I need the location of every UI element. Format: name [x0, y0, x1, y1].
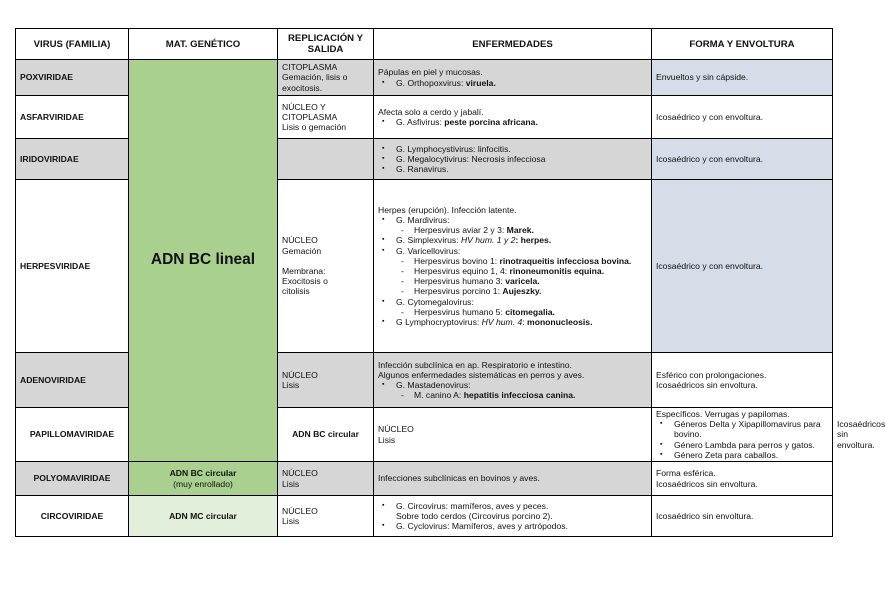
- disease-text: Herpes (erupción). Infección latente.: [378, 204, 517, 215]
- list-item: ▪ G. Orthopoxvirus: viruela.: [378, 78, 647, 88]
- list-item: ▪ G. Mastadenovirus:: [378, 380, 647, 390]
- rep-line: Lisis: [282, 516, 300, 527]
- rep-line: Membrana:: [282, 266, 326, 276]
- material-circular-wound: [129, 462, 278, 496]
- disease-text: Algunos enfermedades sistemáticas en perros y aves.: [378, 369, 585, 380]
- material-label: ADN BC circular: [169, 468, 237, 479]
- rep-line: citolisis: [282, 286, 310, 297]
- rep-line: [282, 256, 369, 266]
- material-note: (muy enrollado): [173, 478, 233, 489]
- list-item: ▪ G. Mardivirus:: [378, 215, 647, 225]
- row-poxviridae: [16, 60, 833, 96]
- rep-line: Lisis: [282, 478, 300, 489]
- row-polyomaviridae: [16, 462, 833, 496]
- shape-line: Icosaédricos sin envoltura.: [656, 478, 758, 489]
- family-adenoviridae: ADENOVIRIDAE: [16, 353, 129, 408]
- replication-papillomaviridae: [374, 408, 652, 462]
- shape-adenoviridae: [652, 353, 833, 408]
- shape-herpesviridae: Icosaédrico y con envoltura.: [652, 180, 833, 353]
- shape-iridoviridae: Icosaédrico y con envoltura.: [652, 139, 833, 180]
- disease-list: [378, 501, 647, 532]
- disease-list: [656, 419, 828, 460]
- shape-poxviridae: Envueltos y sin cápside.: [652, 60, 833, 96]
- disease-text: Específicos. Verrugas y papilomas.: [656, 409, 790, 419]
- row-papillomaviridae: PAPILLOMAVIRIDAE ADN BC circular NÚCLEO Lisis Específicos. Verrugas y papilomas. ▪ Géneros Delta y Xipapillomavirus para bovino. ▪ Género Lambda para perros y gatos. ▪ Género Zeta para caballos. Icosaédricos sin envoltura.: [16, 408, 833, 462]
- shape-line: Esférico con prolongaciones.: [656, 369, 767, 380]
- family-iridoviridae: IRIDOVIRIDAE: [16, 139, 129, 180]
- list-item: - M. canino A: hepatitis infecciosa canina.: [378, 390, 647, 400]
- disease-text: Afecta solo a cerdo y jabalí.: [378, 106, 484, 117]
- rep-line: NÚCLEO: [282, 235, 318, 246]
- diseases-papillomaviridae: [652, 408, 833, 462]
- replication-asfarviridae: [278, 96, 374, 139]
- replication-iridoviridae: [278, 139, 374, 180]
- virus-table: [15, 28, 885, 537]
- disease-text: Infección subclínica en ap. Respiratorio e intestino.: [378, 359, 572, 370]
- material-mc-circular: ADN MC circular: [129, 496, 278, 537]
- diseases-circoviridae: [374, 496, 652, 537]
- shape-asfarviridae: Icosaédrico y con envoltura.: [652, 96, 833, 139]
- list-item: ▪ G. Cyclovirus: Mamíferos, aves y artrópodos.: [378, 521, 647, 531]
- diseases-poxviridae: [374, 60, 652, 96]
- rep-line: Lisis: [378, 434, 396, 445]
- disease-list: [378, 380, 647, 400]
- rep-line: Lisis o gemación: [282, 122, 347, 133]
- rep-line: Gemación, lisis o exocitosis.: [282, 72, 348, 93]
- shape-line: Forma esférica.: [656, 468, 716, 479]
- replication-polyomaviridae: [278, 462, 374, 496]
- list-item: ▪ Género Lambda para perros y gatos.: [656, 440, 828, 450]
- shape-circoviridae: Icosaédrico sin envoltura.: [652, 496, 833, 537]
- rep-line: NÚCLEO: [282, 369, 318, 380]
- diseases-asfarviridae: [374, 96, 652, 139]
- rep-line: NÚCLEO: [282, 505, 318, 516]
- list-item: ▪ G. Cytomegalovirus:: [378, 297, 647, 307]
- rep-line: Gemación: [282, 245, 322, 256]
- list-item: ▪ Género Zeta para caballos.: [656, 450, 828, 460]
- list-item: ▪ G. Asfivirus: peste porcina africana.: [378, 117, 647, 127]
- list-item: - Herpesvirus porcino 1: Aujeszky.: [378, 286, 647, 296]
- material-lineal: ADN BC lineal: [129, 60, 278, 462]
- list-item: Sobre todo cerdos (Circovirus porcino 2).: [396, 510, 553, 521]
- list-item: ▪ Géneros Delta y Xipapillomavirus para bovino.: [656, 419, 828, 439]
- replication-herpesviridae: [278, 180, 374, 353]
- disease-text: Pápulas en piel y mucosas.: [378, 67, 483, 78]
- rep-line: Exocitosis o: [282, 276, 328, 287]
- diseases-iridoviridae: [374, 139, 652, 180]
- diseases-adenoviridae: [374, 353, 652, 408]
- list-item: - Herpesvirus humano 3: varicela.: [378, 276, 647, 286]
- family-polyomaviridae: POLYOMAVIRIDAE: [16, 462, 129, 496]
- header-diseases: ENFERMEDADES: [374, 29, 652, 60]
- list-item: ▪ G. Varicellovirus:: [378, 246, 647, 256]
- rep-line: NÚCLEO: [282, 468, 318, 479]
- header-replication: REPLICACIÓN Y SALIDA: [278, 29, 374, 60]
- material-circular: ADN BC circular: [278, 408, 374, 462]
- rep-line: Lisis: [282, 380, 300, 390]
- list-item: - Herpesvirus equino 1, 4: rinoneumonitis equina.: [378, 266, 647, 276]
- header-shape: FORMA Y ENVOLTURA: [652, 29, 833, 60]
- family-circoviridae: CIRCOVIRIDAE: [16, 496, 129, 537]
- family-herpesviridae: HERPESVIRIDAE: [16, 180, 129, 353]
- family-poxviridae: POXVIRIDAE: [16, 60, 129, 96]
- replication-poxviridae: [278, 60, 374, 96]
- list-item: - Herpesvirus bovino 1: rinotraqueitis infecciosa bovina.: [378, 256, 647, 266]
- disease-list: [378, 215, 647, 327]
- rep-line: NÚCLEO: [378, 424, 414, 435]
- list-item: ▪ G. Simplexvirus: HV hum. 1 y 2: herpes.: [378, 235, 647, 245]
- header-row: [16, 29, 833, 60]
- disease-list: [378, 117, 647, 127]
- shape-polyomaviridae: [652, 462, 833, 496]
- rep-line: CITOPLASMA: [282, 62, 338, 73]
- diseases-polyomaviridae: Infecciones subclínicas en bovinos y aves.: [374, 462, 652, 496]
- list-item: - Herpesvirus aviar 2 y 3: Marek.: [378, 225, 647, 235]
- header-family: VIRUS (FAMILIA): [16, 29, 129, 60]
- diseases-herpesviridae: [374, 180, 652, 353]
- list-item: ▪ G. Megalocytivirus: Necrosis infecciosa: [378, 154, 647, 164]
- row-circoviridae: [16, 496, 833, 537]
- rep-line: CITOPLASMA: [282, 111, 338, 122]
- header-material: MAT. GENÉTICO: [129, 29, 278, 60]
- rep-line: NÚCLEO Y: [282, 101, 326, 112]
- replication-circoviridae: [278, 496, 374, 537]
- list-item: ▪ G Lymphocryptovirus: HV hum. 4: mononucleosis.: [378, 317, 647, 327]
- family-asfarviridae: ASFARVIRIDAE: [16, 96, 129, 139]
- disease-list: [378, 78, 647, 88]
- family-papillomaviridae: PAPILLOMAVIRIDAE: [16, 408, 129, 462]
- list-item: ▪ G. Circovirus: mamíferos, aves y peces.: [378, 501, 647, 511]
- shape-line: Icosaédricos sin envoltura.: [656, 380, 758, 390]
- replication-adenoviridae: [278, 353, 374, 408]
- list-item: ▪ G. Lymphocystivirus: linfocitis.: [378, 144, 647, 154]
- list-item: - Herpesvirus humano 5: citomegalia.: [378, 307, 647, 317]
- list-item: ▪ G. Ranavirus.: [378, 164, 647, 174]
- disease-list: [378, 144, 647, 175]
